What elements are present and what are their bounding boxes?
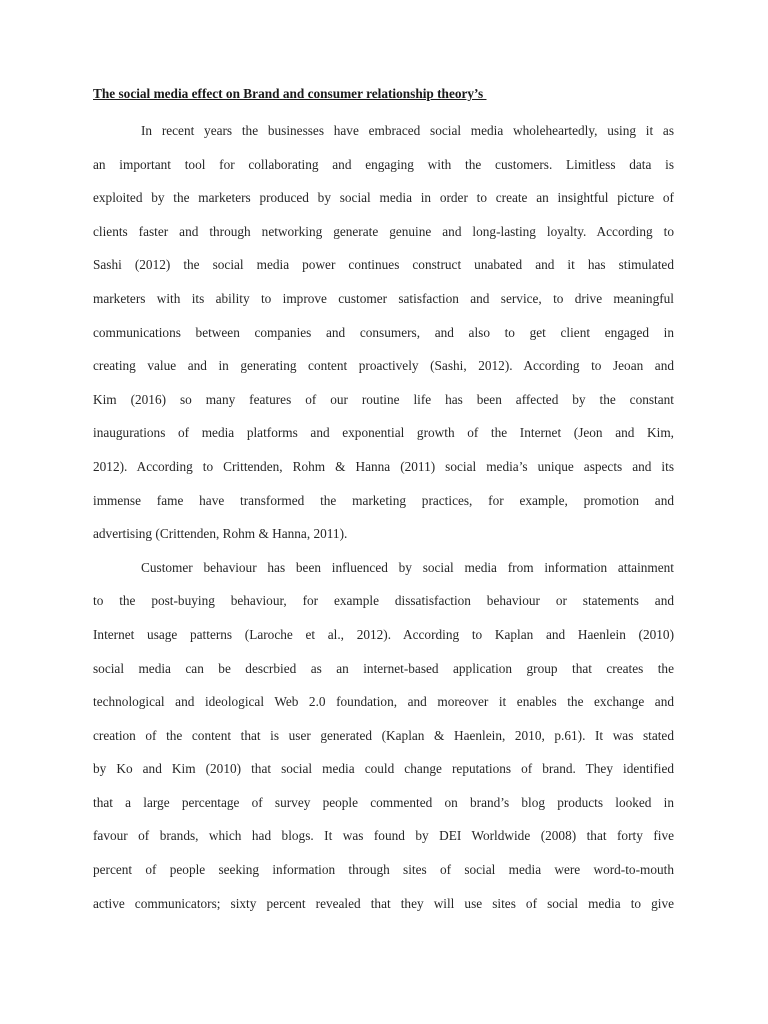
text-line: communications between companies and consumers, and also to get client engaged in <box>93 324 674 340</box>
document-body <box>93 114 674 920</box>
text-line: percent of people seeking information through sites of social media were word-to-mouth <box>93 862 674 878</box>
text-line: inaugurations of media platforms and exponential growth of the Internet (Jeon and Kim, <box>93 425 674 441</box>
text-line: immense fame have transformed the marketing practices, for example, promotion and <box>93 492 674 508</box>
paragraph-2 <box>93 551 674 921</box>
text-line: active communicators; sixty percent revealed that they will use sites of social media to give <box>93 895 674 911</box>
text-line: Sashi (2012) the social media power continues construct unabated and it has stimulated <box>93 257 674 273</box>
document-heading: The social media effect on Brand and consumer relationship theory’s <box>93 86 487 101</box>
text-line: by Ko and Kim (2010) that social media could change reputations of brand. They identified <box>93 761 674 777</box>
text-line: exploited by the marketers produced by social media in order to create an insightful picture of <box>93 190 674 206</box>
text-line: advertising (Crittenden, Rohm & Hanna, 2011). <box>93 526 348 542</box>
text-line: technological and ideological Web 2.0 foundation, and moreover it enables the exchange and <box>93 694 674 710</box>
text-line: an important tool for collaborating and engaging with the customers. Limitless data is <box>93 156 674 172</box>
text-line: In recent years the businesses have embraced social media wholeheartedly, using it as <box>141 123 674 138</box>
text-line: Customer behaviour has been influenced by social media from information attainment <box>141 559 674 575</box>
text-line: creation of the content that is user generated (Kaplan & Haenlein, 2010, p.61). It was stated <box>93 727 674 743</box>
text-line: Internet usage patterns (Laroche et al., 2012). According to Kaplan and Haenlein (2010) <box>93 626 674 642</box>
text-line: marketers with its ability to improve customer satisfaction and service, to drive meaningful <box>93 290 674 306</box>
text-line: favour of brands, which had blogs. It was found by DEI Worldwide (2008) that forty five <box>93 828 674 844</box>
text-line: 2012). According to Crittenden, Rohm & Hanna (2011) social media’s unique aspects and its <box>93 458 674 474</box>
text-line: that a large percentage of survey people commented on brand’s blog products looked in <box>93 794 674 810</box>
text-line: clients faster and through networking generate genuine and long-lasting loyalty. According to <box>93 223 674 239</box>
text-line: social media can be descrbied as an internet-based application group that creates the <box>93 660 674 676</box>
text-line: creating value and in generating content proactively (Sashi, 2012). According to Jeoan and <box>93 358 674 374</box>
text-line: to the post-buying behaviour, for example dissatisfaction behaviour or statements and <box>93 593 674 609</box>
text-line: Kim (2016) so many features of our routine life has been affected by the constant <box>93 391 674 407</box>
paragraph-1 <box>93 114 674 551</box>
